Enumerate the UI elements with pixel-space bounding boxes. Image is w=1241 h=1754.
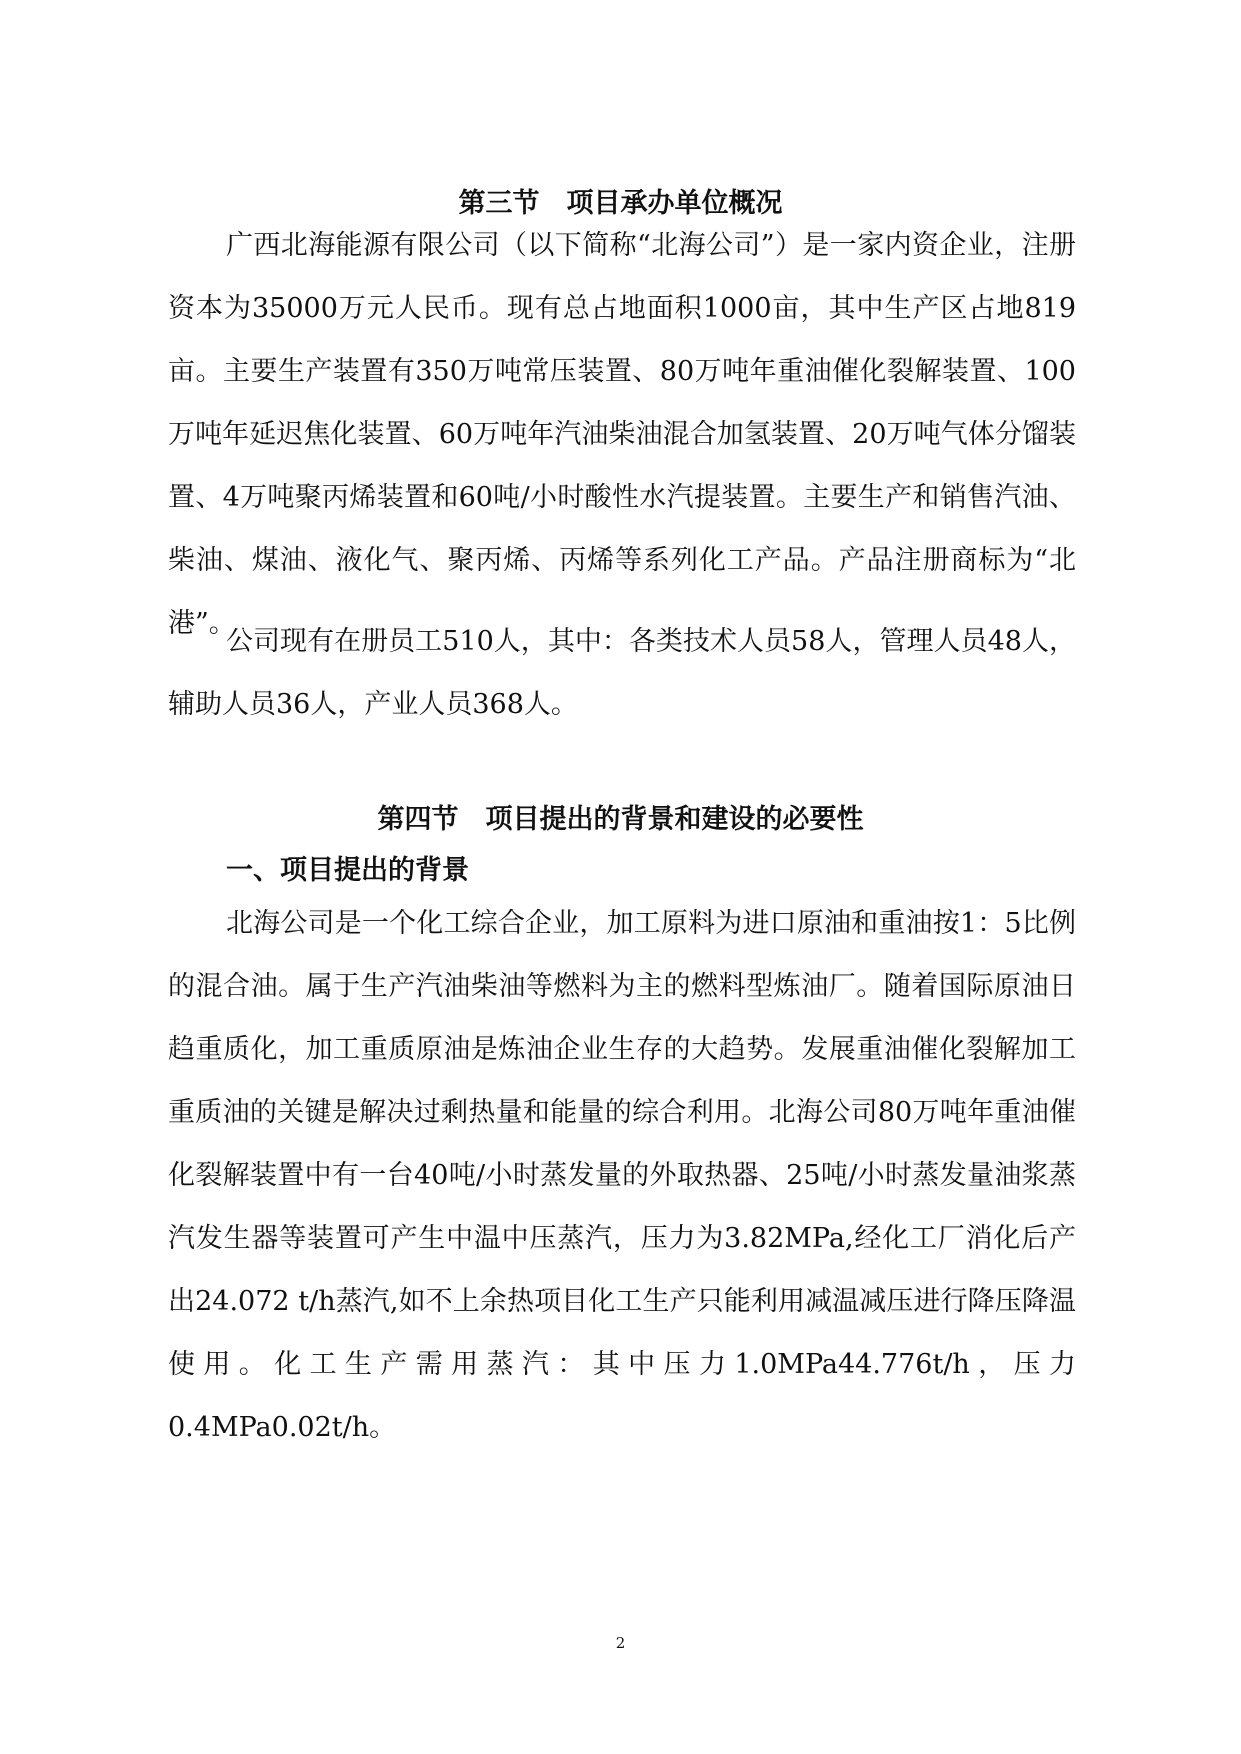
section-heading-3: 第三节 项目承办单位概况 xyxy=(458,188,783,219)
paragraph-company-overview: 广西北海能源有限公司（以下简称“北海公司”）是一家内资企业，注册资本为35000万元人民币。现有总占地面积1000亩，其中生产区占地819亩。主要生产装置有350万吨常压装置、80万吨年重油催化裂解装置、100万吨年延迟焦化装置、60万吨年汽油柴油混合加氢装置、20万吨气体分馏装置、4万吨聚丙烯装置和60吨/小时酸性水汽提装置。主要生产和销售汽油、柴油、煤油、液化气、聚丙烯、丙烯等系列化工产品。产品注册商标为“北港”。 xyxy=(168,230,1076,639)
paragraph-background: 北海公司是一个化工综合企业，加工原料为进口原油和重油按1：5比例的混合油。属于生产汽油柴油等燃料为主的燃料型炼油厂。随着国际原油日趋重质化，加工重质原油是炼油企业生存的大趋势。发展重油催化裂解加工重质油的关键是解决过剩热量和能量的综合利用。北海公司80万吨年重油催化裂解装置中有一台40吨/小时蒸发量的外取热器、25吨/小时蒸发量油浆蒸汽发生器等装置可产生中温中压蒸汽，压力为3.82MPa,经化工厂消化后产出24.072 t/h蒸汽,如不上余热项目化工生产只能利用减温减压进行降压降温使用。化工生产需用蒸汽：其中压力1.0MPa44.776t/h，压力0.4MPa0.02t/h。 xyxy=(168,908,1076,1443)
subheading-background: 一、项目提出的背景 xyxy=(226,855,469,886)
paragraph-staff: 公司现有在册员工510人，其中：各类技术人员58人，管理人员48人，辅助人员36人，产业人员368人。 xyxy=(168,626,1076,720)
section-heading-4: 第四节 项目提出的背景和建设的必要性 xyxy=(377,804,864,835)
page-number: 2 xyxy=(615,1634,626,1652)
